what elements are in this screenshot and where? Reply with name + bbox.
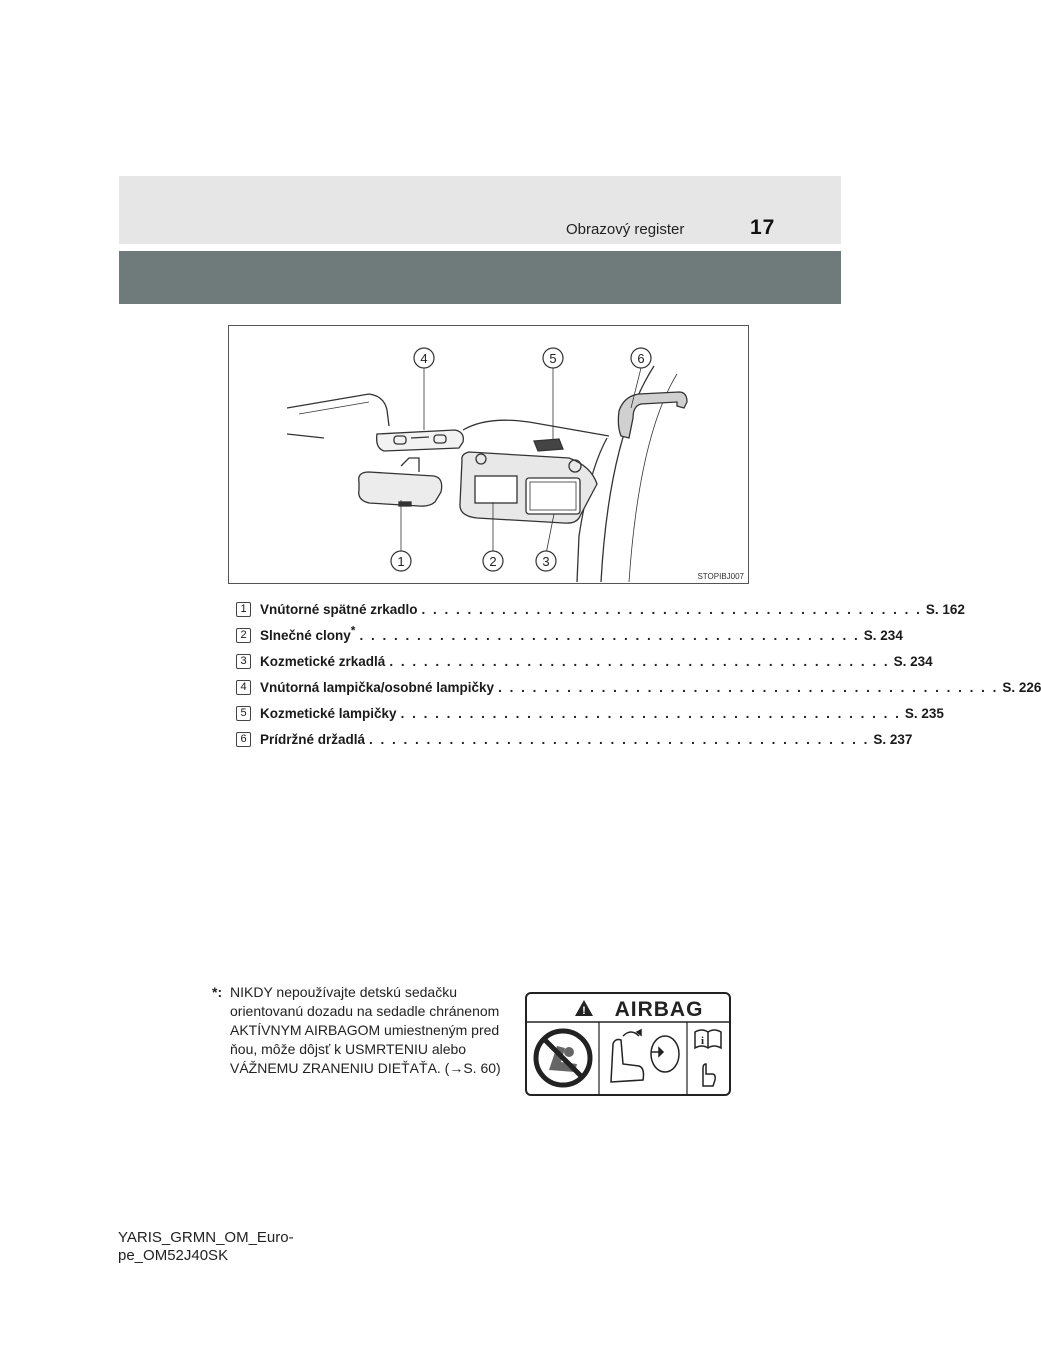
svg-text:3: 3 bbox=[542, 554, 550, 569]
page-reference[interactable]: S. 235 bbox=[904, 705, 944, 721]
leader-dots: . . . . . . . . . . . . . . . . . . . . . . . . . . . . . . . . . . . . . . . . . . . . bbox=[389, 653, 890, 669]
item-label: Prídržné držadlá bbox=[260, 731, 366, 747]
page-reference[interactable]: S. 237 bbox=[873, 731, 913, 747]
ceiling-drawing bbox=[229, 326, 748, 583]
callout-3 bbox=[536, 551, 556, 571]
leader-dots: . . . . . . . . . . . . . . . . . . . . . . . . . . . . . . . . . . . . . . . . . . . . bbox=[359, 627, 860, 643]
list-item bbox=[236, 700, 944, 726]
svg-text:6: 6 bbox=[637, 351, 645, 366]
page-reference[interactable]: S. 162 bbox=[925, 601, 965, 617]
interior-illustration bbox=[228, 325, 749, 584]
callout-6 bbox=[631, 348, 651, 368]
airbag-label-drawing bbox=[527, 994, 729, 1094]
figure-code: STOPIBJ007 bbox=[697, 572, 744, 581]
item-label: Vnútorná lampička/osobné lampičky bbox=[260, 679, 495, 695]
page-number: 17 bbox=[750, 216, 776, 239]
footnote-marker: *: bbox=[212, 984, 223, 1000]
svg-text:i: i bbox=[701, 1035, 705, 1047]
callout-5 bbox=[543, 348, 563, 368]
callout-1 bbox=[391, 551, 411, 571]
airbag-warning-label bbox=[525, 992, 731, 1096]
list-item bbox=[236, 596, 965, 622]
footnote-text: NIKDY nepoužívajte detskú sedačku orientovanú dozadu na sedadle chránenom AKTÍVNYM AIRBAGOM umiestneným pred ňou, môže dôjsť k USMRTENIU alebo VÁŽNEMU ZRANENIU DIEŤAŤA. (→S. 60) bbox=[230, 984, 501, 1076]
no-rear-facing-seat-icon bbox=[536, 1031, 590, 1085]
list-item bbox=[236, 726, 913, 752]
callout-4 bbox=[414, 348, 434, 368]
section-title: Obrazový register bbox=[566, 221, 685, 238]
leader-dots: . . . . . . . . . . . . . . . . . . . . . . . . . . . . . . . . . . . . . . . . . . . . bbox=[421, 601, 922, 617]
item-label: Vnútorné spätné zrkadlo bbox=[260, 601, 418, 617]
item-label: Kozmetické lampičky bbox=[260, 705, 397, 721]
page-reference[interactable]: S. 234 bbox=[863, 627, 903, 643]
svg-text:2: 2 bbox=[489, 554, 497, 569]
leader-dots: . . . . . . . . . . . . . . . . . . . . . . . . . . . . . . . . . . . . . . . . . . . . bbox=[400, 705, 901, 721]
header-band bbox=[119, 251, 841, 304]
callout-2 bbox=[483, 551, 503, 571]
svg-text:1: 1 bbox=[397, 554, 405, 569]
leader-dots: . . . . . . . . . . . . . . . . . . . . . . . . . . . . . . . . . . . . . . . . . . . . bbox=[369, 731, 870, 747]
document-footer bbox=[118, 1229, 294, 1265]
item-label-with-note bbox=[260, 623, 356, 643]
item-label: Kozmetické zrkadlá bbox=[260, 653, 386, 669]
item-number: 4 bbox=[236, 680, 251, 695]
footer-line-2: pe_OM52J40SK bbox=[118, 1247, 229, 1264]
item-number: 6 bbox=[236, 732, 251, 747]
item-label: Slnečné clony bbox=[260, 627, 351, 643]
footnote bbox=[212, 983, 512, 1078]
seat-airbag-icon bbox=[611, 1030, 679, 1082]
component-list bbox=[236, 596, 1041, 752]
footnote-marker: * bbox=[350, 623, 356, 637]
svg-text:4: 4 bbox=[420, 351, 428, 366]
footer-line-1: YARIS_GRMN_OM_Euro- bbox=[118, 1229, 294, 1246]
list-item bbox=[236, 648, 933, 674]
page-reference[interactable]: S. 234 bbox=[893, 653, 933, 669]
item-number: 3 bbox=[236, 654, 251, 669]
airbag-title: AIRBAG bbox=[614, 998, 704, 1021]
item-number: 5 bbox=[236, 706, 251, 721]
page-reference[interactable]: S. 226 bbox=[1002, 679, 1041, 695]
svg-text:!: ! bbox=[582, 1005, 586, 1017]
svg-text:5: 5 bbox=[549, 351, 557, 366]
item-number: 1 bbox=[236, 602, 251, 617]
list-item bbox=[236, 674, 1041, 700]
header-bar bbox=[119, 176, 841, 244]
list-item bbox=[236, 622, 903, 648]
manual-info-icon bbox=[695, 1030, 721, 1086]
leader-dots: . . . . . . . . . . . . . . . . . . . . . . . . . . . . . . . . . . . . . . . . . . . . bbox=[498, 679, 999, 695]
item-number: 2 bbox=[236, 628, 251, 643]
